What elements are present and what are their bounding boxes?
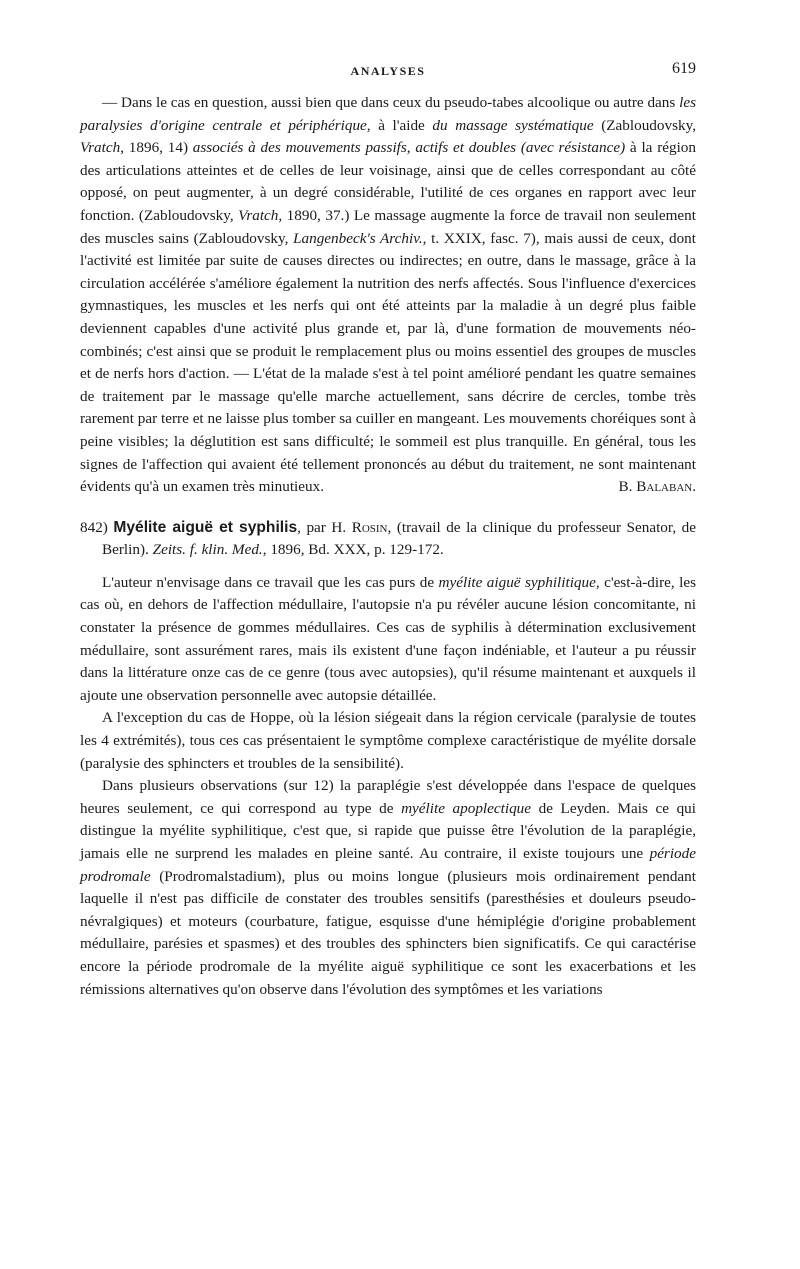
article-title: Myélite aiguë et syphilis xyxy=(113,518,298,536)
author-name: Rosin xyxy=(351,518,388,536)
page-number: 619 xyxy=(672,60,696,77)
continuation-paragraph: — Dans le cas en question, aussi bien que dans ceux du pseudo-tabes alcoolique ou autre dans les paralysies d'origine centrale et périphérique, à l'aide du massage systématique (Zabloudovsky, Vratch, 1896, 14) associés à des mouvements passifs, actifs et doubles (avec résistance) à la région des articulations atteintes et de celles de leur voisinage, ainsi que de celles correspondant au côté opposé, on peut augmenter, à un degré considérable, l'utilité de ces organes en rapport avec leur fonction. (Zabloudovsky, Vratch, 1890, 37.) Le massage augmente la force de travail non seulement des muscles sains (Zabloudovsky, Langenbeck's Archiv., t. XXIX, fasc. 7), mais aussi de ceux, dont l'activité est limitée par suite de causes directes ou indirectes; en outre, dans le massage, grâce à la circulation accélérée s'améliore également la nutrition des nerfs affectés. Sous l'influence d'exercices gymnastiques, les muscles et les nerfs qui ont été atteints par la maladie à un degré plus faible deviennent capables d'une activité plus grande et, par là, d'une formation de mouvements néo-combinés; c'est ainsi que se produit le remplacement plus ou moins essentiel des groupes de muscles et de nerfs hors d'action. — L'état de la malade s'est à tel point amélioré pendant les quatre semaines de traitement par le massage qu'elle marche actuellement, sans décrire de cercles, tombe très rarement par terre et ne laisse plus tomber sa cuiller en mangeant. Les mouvements choréiques sont à peine visibles; la déglutition est sans difficulté; le sommeil est plus tranquille. En général, tous les signes de l'affection qui avaient été tellement prononcés au début du traitement, ne sont maintenant évidents qu'à un examen très minutieux. B. Balaban. xyxy=(80,92,696,499)
running-head: ANALYSES xyxy=(350,64,426,78)
article-heading: 842) Myélite aiguë et syphilis, par H. Rosin, (travail de la clinique du professeur Senator, de Berlin). Zeits. f. klin. Med., 1896, Bd. XXX, p. 129-172. xyxy=(80,518,696,559)
page-header xyxy=(80,58,696,82)
article-number: 842) xyxy=(80,518,108,536)
signature: B. Balaban. xyxy=(618,478,696,496)
page xyxy=(80,58,696,1001)
body-paragraph: Dans plusieurs observations (sur 12) la paraplégie s'est développée dans l'espace de quelques heures seulement, ce qui correspond au type de myélite apoplectique de Leyden. Mais ce qui distingue la myélite syphilitique, c'est que, si rapide que puisse être l'évolution de la paraplégie, jamais elle ne surprend les malades en pleine santé. Au contraire, il existe toujours une période prodromale (Prodromalstadium), plus ou moins longue (plusieurs mois ordinairement pendant laquelle il n'est pas difficile de constater des troubles sensitifs (paresthésies et douleurs pseudo-névralgiques) et moteurs (courbature, fatigue, esquisse d'une hémiplégie d'origine probablement médullaire, parésies et spasmes) et des troubles des sphincters bien significatifs. Ce qui caractérise encore la période prodromale de la myélite aiguë syphilitique ce sont les exacerbations et les rémissions alternatives qu'on observe dans l'évolution des symptômes et les variations xyxy=(80,777,696,998)
body-paragraph: L'auteur n'envisage dans ce travail que les cas purs de myélite aiguë syphilitique, c'est-à-dire, les cas où, en dehors de l'affection médullaire, l'autopsie n'a pu révéler aucune lésion concomitante, ni constater la présence de gommes médullaires. Ces cas de syphilis à détermination exclusivement médullaire, sont assurément rares, mais ils existent d'une façon indéniable, et l'auteur a pu réussir dans la littérature onze cas de ce genre (tous avec autopsies), qu'il résume maintenant et auxquels il ajoute une observation personnelle avec autopsie détaillée. xyxy=(80,573,697,704)
body-paragraph: A l'exception du cas de Hoppe, où la lésion siégeait dans la région cervicale (paralysie de toutes les 4 extrémités), tous ces cas présentaient le symptôme complexe caractéristique de myélite dorsale (paralysie des sphincters et troubles de la sensibilité). xyxy=(80,709,696,772)
journal-name: Zeits. f. klin. Med. xyxy=(152,541,263,559)
